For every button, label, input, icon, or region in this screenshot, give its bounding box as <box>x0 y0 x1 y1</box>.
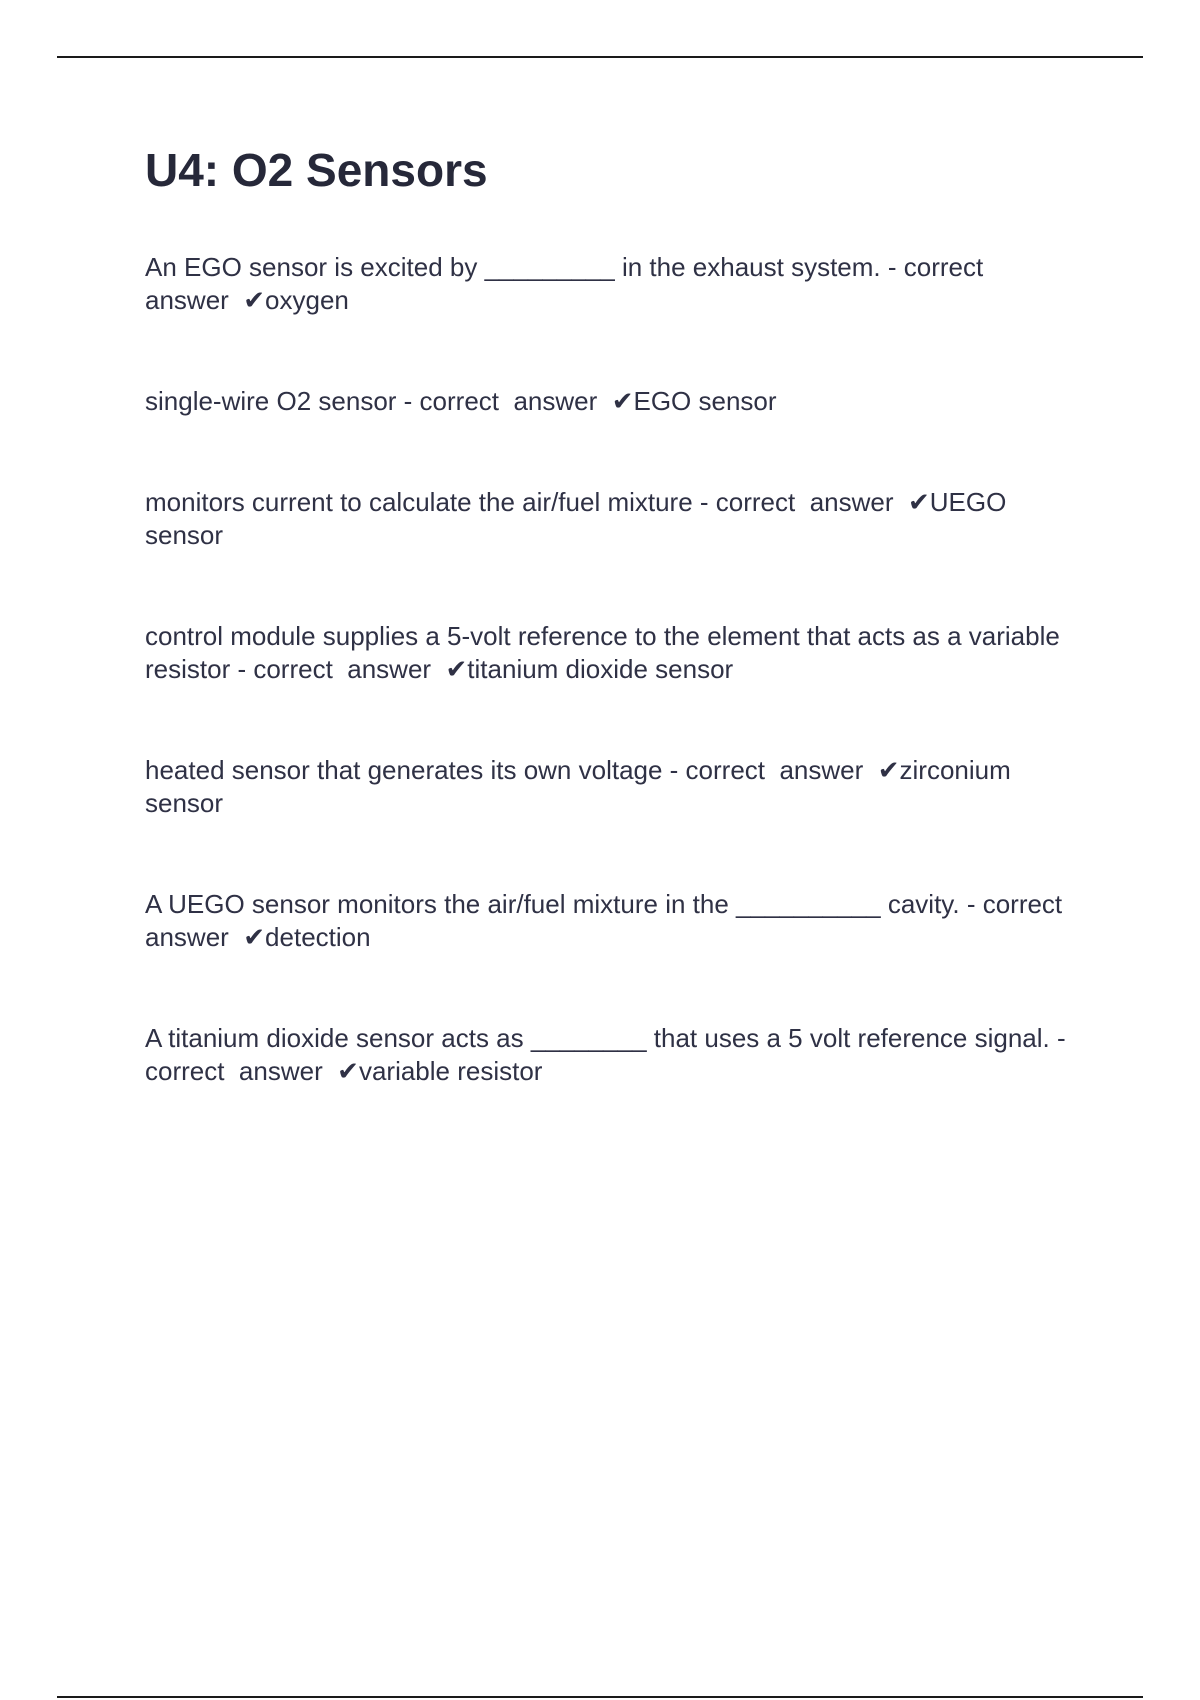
qa-item-5: heated sensor that generates its own voltage - correct answer ✔zirconium sensor <box>145 755 1018 818</box>
qa-item-1: An EGO sensor is excited by _________ in the exhaust system. - correct answer ✔oxygen <box>145 252 998 315</box>
qa-item-6: A UEGO sensor monitors the air/fuel mixture in the __________ cavity. - correct answer ✔detection <box>145 889 1077 952</box>
document-body <box>145 140 1075 1156</box>
qa-item-3: monitors current to calculate the air/fuel mixture - correct answer ✔UEGO sensor <box>145 487 1014 550</box>
qa-item-7: A titanium dioxide sensor acts as ________ that uses a 5 volt reference signal. - correct answer ✔variable resistor <box>145 1023 1073 1086</box>
footer-rule <box>57 1696 1143 1698</box>
qa-item-4: control module supplies a 5-volt reference to the element that acts as a variable resistor - correct answer ✔titanium dioxide sensor <box>145 621 1068 684</box>
qa-list <box>145 251 1075 1088</box>
header-rule <box>57 56 1143 58</box>
qa-item-2: single-wire O2 sensor - correct answer ✔EGO sensor <box>145 386 777 416</box>
page-title: U4: O2 Sensors <box>145 144 488 196</box>
